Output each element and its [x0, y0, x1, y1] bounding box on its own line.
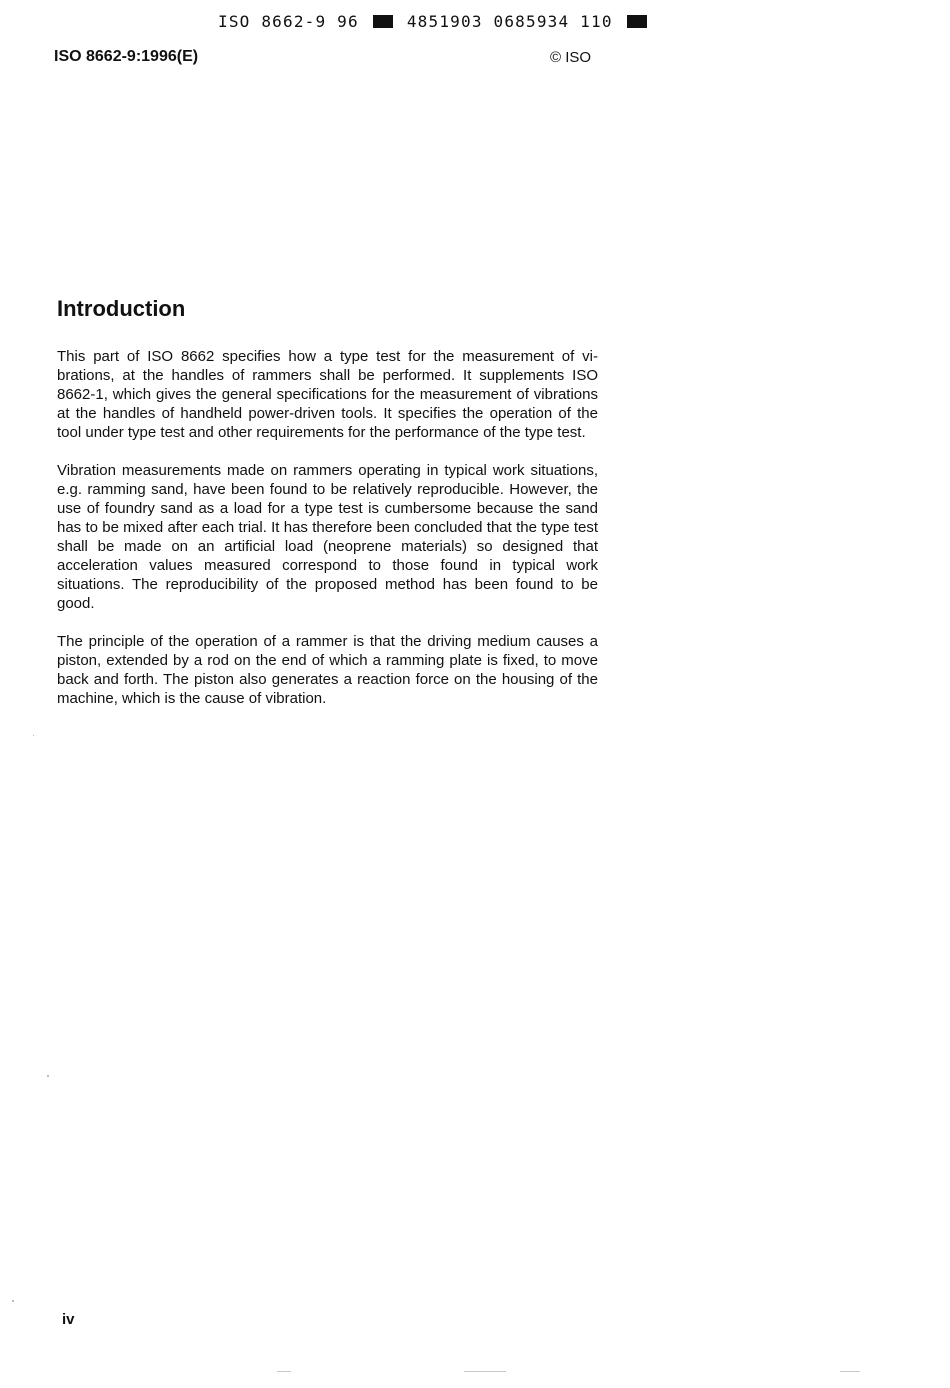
scan-code-part-1: ISO 8662-9 96 [218, 11, 359, 31]
paragraph-1: This part of ISO 8662 specifies how a type test for the measurement of vibrations, at the handles of rammers shall be performed. It supplements ISO 8662-1, which gives the general specifications for the measurement of vibrations at the handles of handheld power-driven tools. It specifies the operation of the tool under type test and other requirements for the performance of the type test. [57, 348, 598, 441]
scan-barcode-line [218, 10, 688, 32]
scan-black-block [373, 15, 393, 28]
paragraph-3: The principle of the operation of a rammer is that the driving medium causes a piston, extended by a rod on the end of which a ramming plate is fixed, to move back and forth. The piston also generates a reaction force on the housing of the machine, which is the cause of vibration. [57, 633, 598, 707]
paragraph-2: Vibration measurements made on rammers operating in typical work situations, e.g. ramming sand, have been found to be relatively reproducible. However, the use of foundry sand as a load for a type test is cumbersome because the sand has to be mixed after each trial. It has therefore been concluded that the type test shall be made on an artificial load (neoprene materials) so designed that acceleration values measured correspond to those found in typical work situations. The reproducibility of the proposed method has been found to be good. [57, 462, 598, 612]
page-number: iv [62, 1311, 75, 1328]
scan-edge-mark [464, 1371, 506, 1372]
section-heading: Introduction [57, 296, 186, 321]
scan-speck [33, 735, 34, 736]
copyright-notice: © ISO [550, 49, 592, 66]
scan-edge-mark [277, 1371, 291, 1372]
document-identifier: ISO 8662-9:1996(E) [54, 48, 199, 65]
scan-code-part-2: 4851903 0685934 110 [406, 11, 613, 31]
scan-edge-mark [840, 1371, 860, 1372]
introduction-body [57, 347, 598, 727]
scan-black-block [627, 15, 647, 28]
scan-speck [12, 1300, 14, 1302]
scan-speck [47, 1075, 49, 1077]
